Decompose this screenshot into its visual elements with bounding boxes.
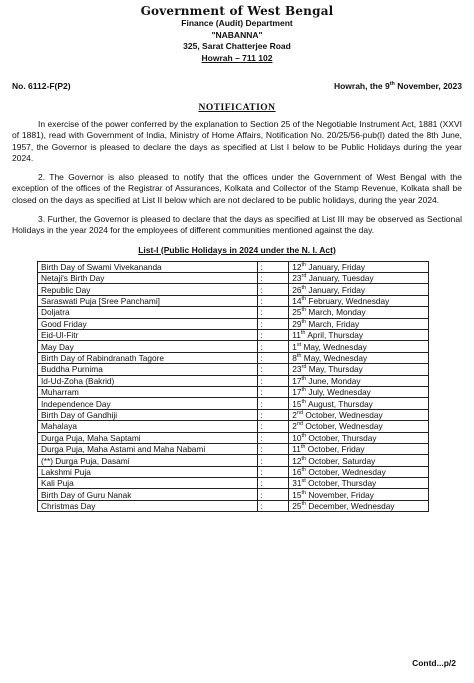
holiday-name: Muharram	[38, 386, 258, 397]
letterhead	[10, 0, 464, 64]
table-row	[38, 421, 429, 432]
separator: :	[257, 284, 289, 295]
table-row	[38, 330, 429, 341]
city-line: Howrah – 711 102	[201, 52, 273, 63]
table-row	[38, 307, 429, 318]
paragraph-1: In exercise of the power conferred by the explanation to Section 25 of the Negotiable Instrument Act, 1881 (XXVI of 1881), read with Government of India, Ministry of Home Affairs, Notification No. 20/25/56-pub(I) dated the 8th June, 1957, the Governor is pleased to declare the days as specified at List I below to be Public Holidays during the year 2024.	[12, 119, 462, 163]
separator: :	[257, 386, 289, 397]
paragraph-3: 3. Further, the Governor is pleased to declare that the days as specified at List III may be observed as Sectional Holidays in the year 2024 for the employees of different communities mentioned against the day.	[12, 214, 462, 236]
holiday-name: Durga Puja, Maha Saptami	[38, 432, 258, 443]
table-row	[38, 284, 429, 295]
table-row	[38, 432, 429, 443]
separator: :	[257, 409, 289, 420]
holiday-name: Mahalaya	[38, 421, 258, 432]
separator: :	[257, 352, 289, 363]
holiday-date: 14th February, Wednesday	[289, 295, 429, 306]
holiday-name: Christmas Day	[38, 500, 258, 511]
table-row	[38, 364, 429, 375]
holiday-name: Saraswati Puja [Sree Panchami]	[38, 295, 258, 306]
holiday-date: 16th October, Wednesday	[289, 466, 429, 477]
separator: :	[257, 295, 289, 306]
separator: :	[257, 273, 289, 284]
holiday-name: Durga Puja, Maha Astami and Maha Nabami	[38, 443, 258, 454]
separator: :	[257, 443, 289, 454]
separator: :	[257, 307, 289, 318]
holiday-date: 26th January, Friday	[289, 284, 429, 295]
holiday-name: Doljatra	[38, 307, 258, 318]
holiday-date: 11th April, Thursday	[289, 330, 429, 341]
separator: :	[257, 500, 289, 511]
holiday-date: 12th January, Friday	[289, 261, 429, 272]
table-row	[38, 466, 429, 477]
table-row	[38, 478, 429, 489]
holiday-date: 23rd January, Tuesday	[289, 273, 429, 284]
separator: :	[257, 466, 289, 477]
holiday-date: 15th November, Friday	[289, 489, 429, 500]
government-title: Government of West Bengal	[140, 4, 334, 18]
continuation-note: Contd...p/2	[412, 658, 456, 668]
holiday-date: 23rd May, Thursday	[289, 364, 429, 375]
table-row	[38, 375, 429, 386]
table-row	[38, 341, 429, 352]
holiday-name: Eid-Ul-Fitr	[38, 330, 258, 341]
table-row	[38, 352, 429, 363]
holiday-name: Buddha Purnima	[38, 364, 258, 375]
holiday-name: Birth Day of Guru Nanak	[38, 489, 258, 500]
table-row	[38, 409, 429, 420]
separator: :	[257, 455, 289, 466]
separator: :	[257, 318, 289, 329]
holiday-date: 25th March, Monday	[289, 307, 429, 318]
holiday-date: 31st October, Thursday	[289, 478, 429, 489]
holiday-name: Birth Day of Swami Vivekananda	[38, 261, 258, 272]
holiday-date: 11th October, Friday	[289, 443, 429, 454]
holiday-name: Netaji's Birth Day	[38, 273, 258, 284]
holiday-name: Republic Day	[38, 284, 258, 295]
holiday-date: 10th October, Thursday	[289, 432, 429, 443]
separator: :	[257, 375, 289, 386]
holiday-date: 8th May, Wednesday	[289, 352, 429, 363]
separator: :	[257, 364, 289, 375]
holiday-date: 1st May, Wednesday	[289, 341, 429, 352]
table-row	[38, 273, 429, 284]
reference-row	[10, 81, 464, 91]
holiday-date: 17th June, Monday	[289, 375, 429, 386]
reference-number: No. 6112-F(P2)	[12, 81, 71, 91]
holiday-date: 2nd October, Wednesday	[289, 421, 429, 432]
building-name: "NABANNA"	[211, 29, 263, 40]
table-row	[38, 489, 429, 500]
table-row	[38, 455, 429, 466]
holiday-name: Id-Ud-Zoha (Bakrid)	[38, 375, 258, 386]
table-row	[38, 261, 429, 272]
holiday-name: May Day	[38, 341, 258, 352]
separator: :	[257, 478, 289, 489]
holiday-table	[37, 261, 429, 513]
holiday-name: Lakshmi Puja	[38, 466, 258, 477]
holiday-date: 25th December, Wednesday	[289, 500, 429, 511]
table-row	[38, 443, 429, 454]
holiday-name: Kali Puja	[38, 478, 258, 489]
table-row	[38, 318, 429, 329]
table-row	[38, 398, 429, 409]
separator: :	[257, 489, 289, 500]
department-name: Finance (Audit) Department	[181, 18, 293, 28]
separator: :	[257, 398, 289, 409]
holiday-date: 15th August, Thursday	[289, 398, 429, 409]
separator: :	[257, 421, 289, 432]
separator: :	[257, 432, 289, 443]
holiday-name: Independence Day	[38, 398, 258, 409]
table-row	[38, 386, 429, 397]
holiday-name: Birth Day of Gandhiji	[38, 409, 258, 420]
table-row	[38, 295, 429, 306]
reference-date: Howrah, the 9th November, 2023	[333, 81, 462, 91]
paragraph-2: 2. The Governor is also pleased to notify that the offices under the Government of West Bengal with the exception of the offices of the Registrar of Assurances, Kolkata and Collector of the Stamp Revenue, Kolkata shall be closed on the days as specified at List II below which are not declared to be public holidays, during the year 2024.	[12, 172, 462, 205]
table-row	[38, 500, 429, 511]
street-address: 325, Sarat Chatterjee Road	[183, 41, 291, 51]
list-title: List-I (Public Holidays in 2024 under the N. I. Act)	[138, 244, 336, 255]
holiday-date: 29th March, Friday	[289, 318, 429, 329]
holiday-name: Birth Day of Rabindranath Tagore	[38, 352, 258, 363]
holiday-date: 17th July, Wednesday	[289, 386, 429, 397]
holiday-name: Good Friday	[38, 318, 258, 329]
holiday-date: 12th October, Saturday	[289, 455, 429, 466]
separator: :	[257, 341, 289, 352]
notification-title: NOTIFICATION	[198, 103, 276, 113]
holiday-name: (**) Durga Puja, Dasami	[38, 455, 258, 466]
separator: :	[257, 261, 289, 272]
holiday-date: 2nd October, Wednesday	[289, 409, 429, 420]
separator: :	[257, 330, 289, 341]
